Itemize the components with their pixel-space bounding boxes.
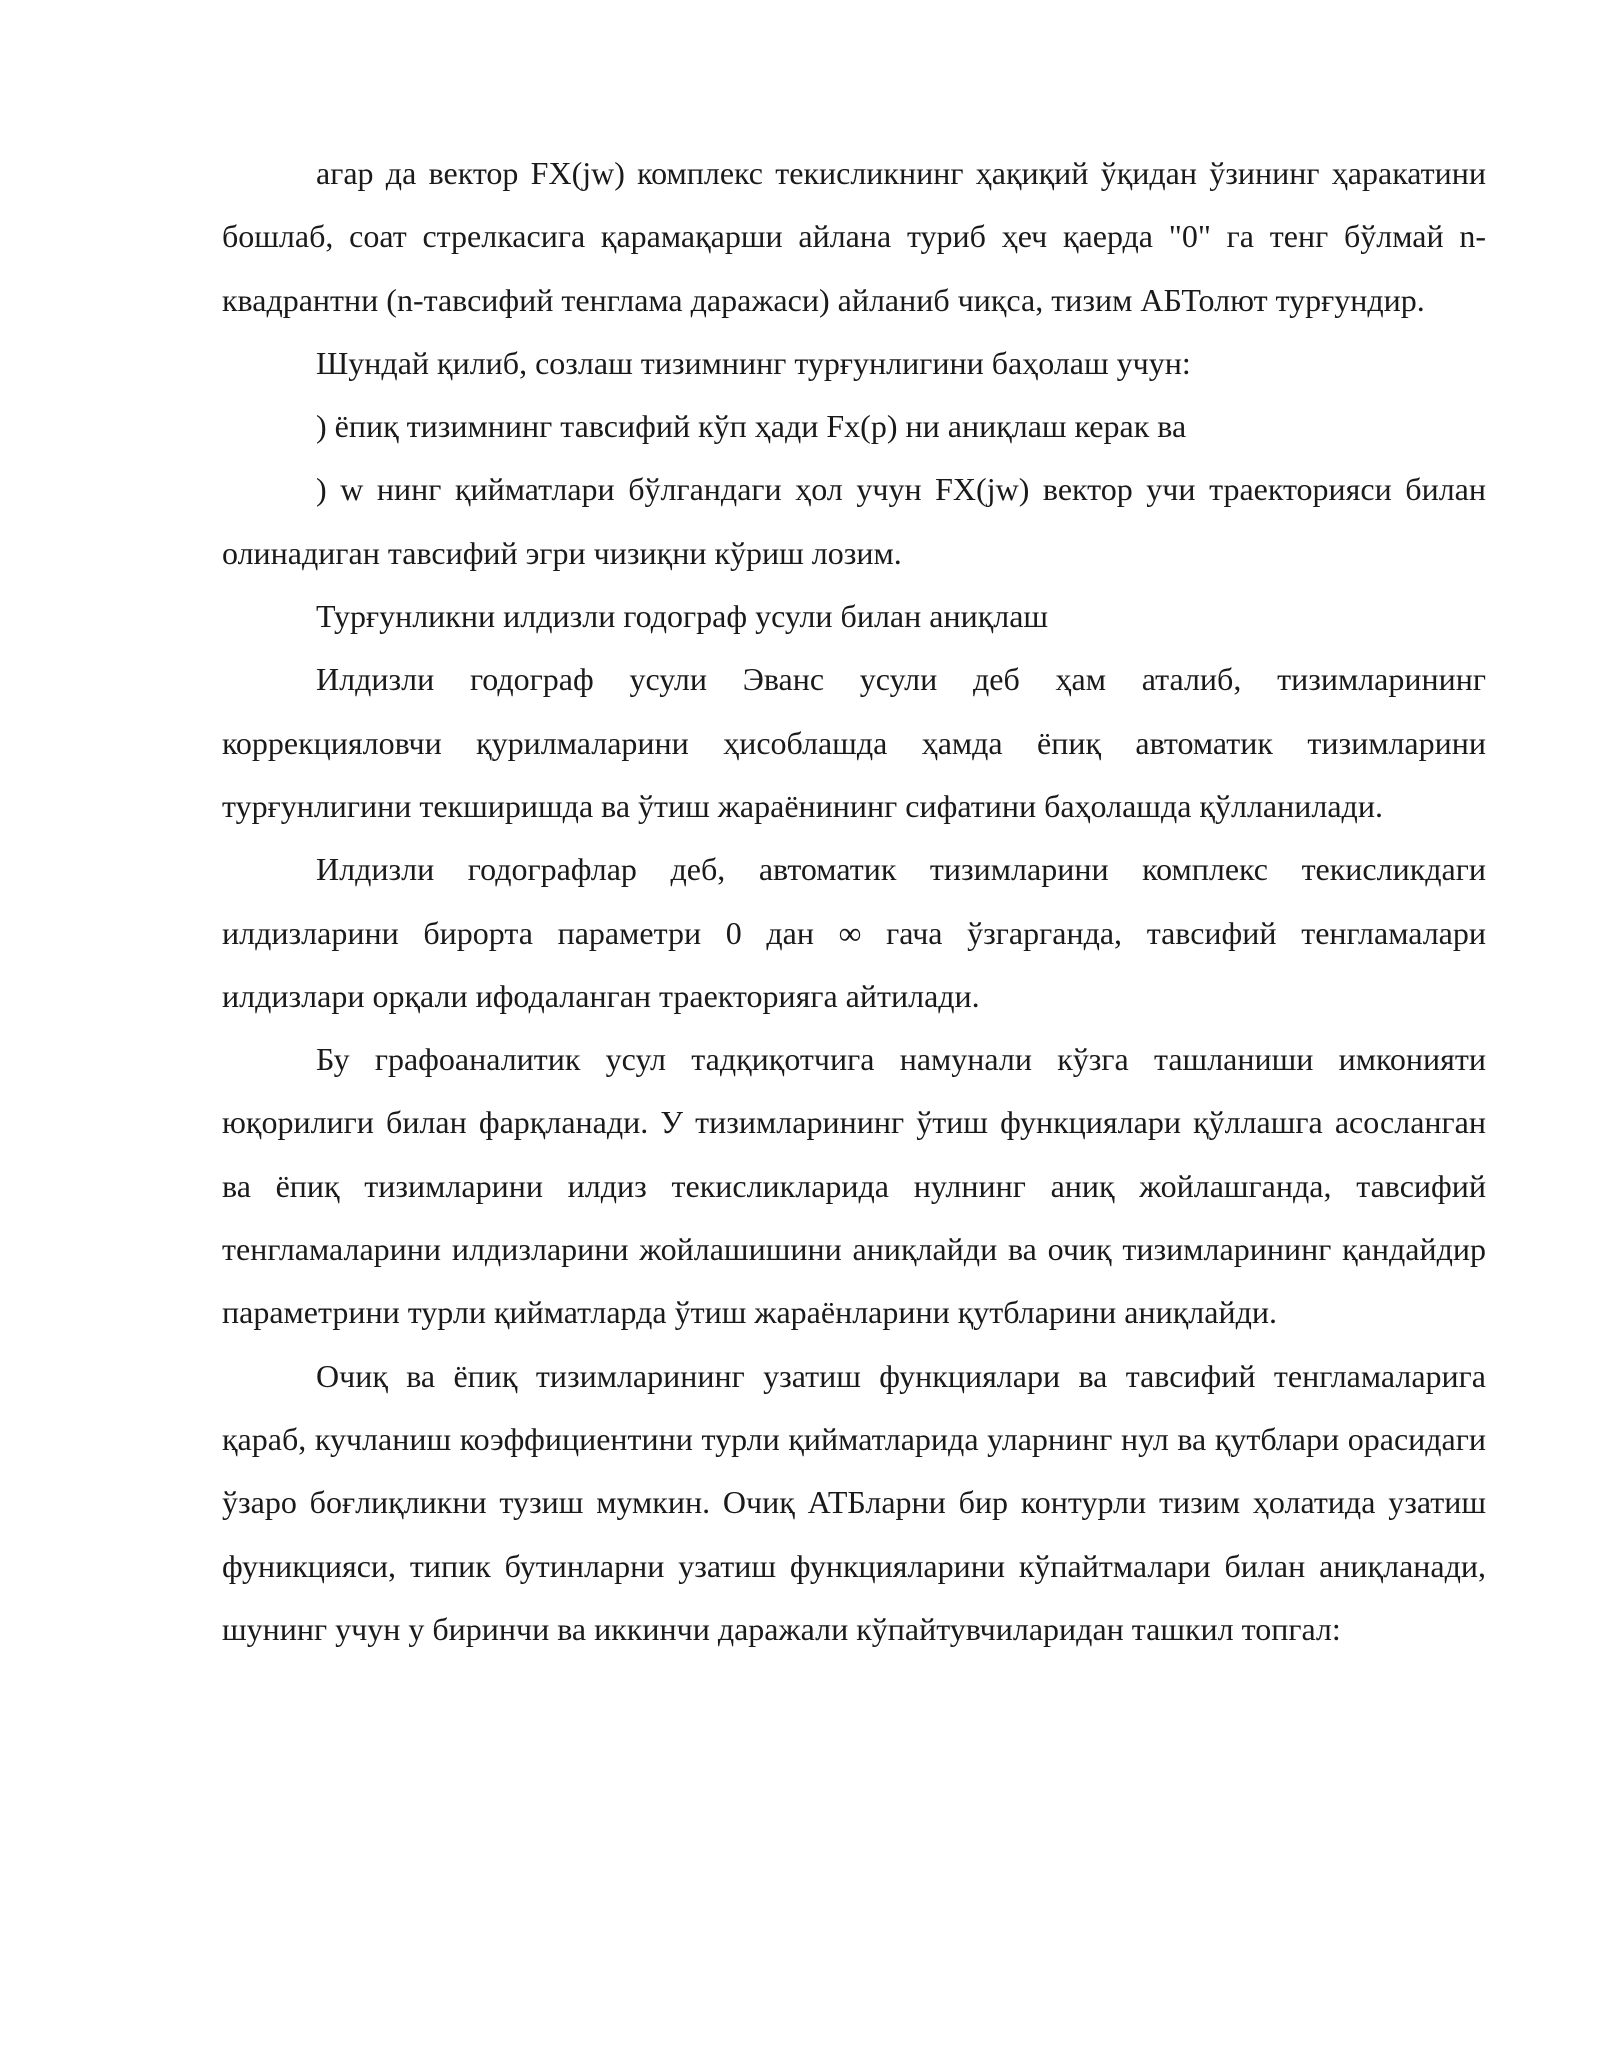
paragraph-evaluation-intro: Шундай қилиб, созлаш тизимнинг турғунлигини баҳолаш учун: <box>316 344 1191 381</box>
paragraph-evans-method: Илдизли годограф усули Эванс усули деб ҳам аталиб, тизимларининг коррекцияловчи қурилмаларини ҳисоблашда ҳамда ёпиқ автоматик тизимларини турғунлигини текширишда ва ўтиш жараёнининг сифатини баҳолашда қўлланилади. <box>222 661 1486 824</box>
paragraph-stability-criterion: агар да вектор FX(jw) комплекс текисликнинг ҳақиқий ўқидан ўзининг ҳаракатини бошлаб, соат стрелкасига қарамақарши айлана туриб ҳеч қаерда "0" га тенг бўлмай n-квадрантни (n-тавсифий тенглама даражаси) айланиб чиқса, тизим АБТолют турғундир. <box>222 155 1486 318</box>
paragraph-graphoanalytic-method: Бу графоаналитик усул тадқиқотчига намунали кўзга ташланиши имконияти юқорилиги билан фарқланади. У тизимларининг ўтиш функциялари қўллашга асосланган ва ёпиқ тизимларини илдиз текисликларида нулнинг аниқ жойлашганда, тавсифий тенгламаларини илдизларини жойлашишини аниқлайди ва очиқ тизимларининг қандайдир параметрини турли қийматларда ўтиш жараёнларини қутбларини аниқлайди. <box>222 1041 1486 1331</box>
document-body <box>222 142 1486 1661</box>
section-heading-root-locus: Турғунликни илдизли годограф усули билан аниқлаш <box>316 598 1049 635</box>
paragraph-step-two: ) w нинг қийматлари бўлгандаги ҳол учун FX(jw) вектор учи траекторияси билан олинадиган тавсифий эгри чизиқни кўриш лозим. <box>222 471 1486 571</box>
paragraph-root-locus-definition: Илдизли годографлар деб, автоматик тизимларини комплекс текисликдаги илдизларини бирорта параметри 0 дан ∞ гача ўзгарганда, тавсифий тенгламалари илдизлари орқали ифодаланган траекторияга айтилади. <box>222 851 1486 1014</box>
paragraph-transfer-functions: Очиқ ва ёпиқ тизимларининг узатиш функциялари ва тавсифий тенгламаларига қараб, кучланиш коэффициентини турли қийматларида уларнинг нул ва қутблари орасидаги ўзаро боғлиқликни тузиш мумкин. Очиқ АТБларни бир контурли тизим ҳолатида узатиш фуникцияси, типик бутинларни узатиш функцияларини кўпайтмалари билан аниқланади, шунинг учун у биринчи ва иккинчи даражали кўпайтувчиларидан ташкил топгал: <box>222 1357 1486 1647</box>
paragraph-step-one: ) ёпиқ тизимнинг тавсифий кўп ҳади Fx(p) ни аниқлаш керак ва <box>316 408 1187 445</box>
